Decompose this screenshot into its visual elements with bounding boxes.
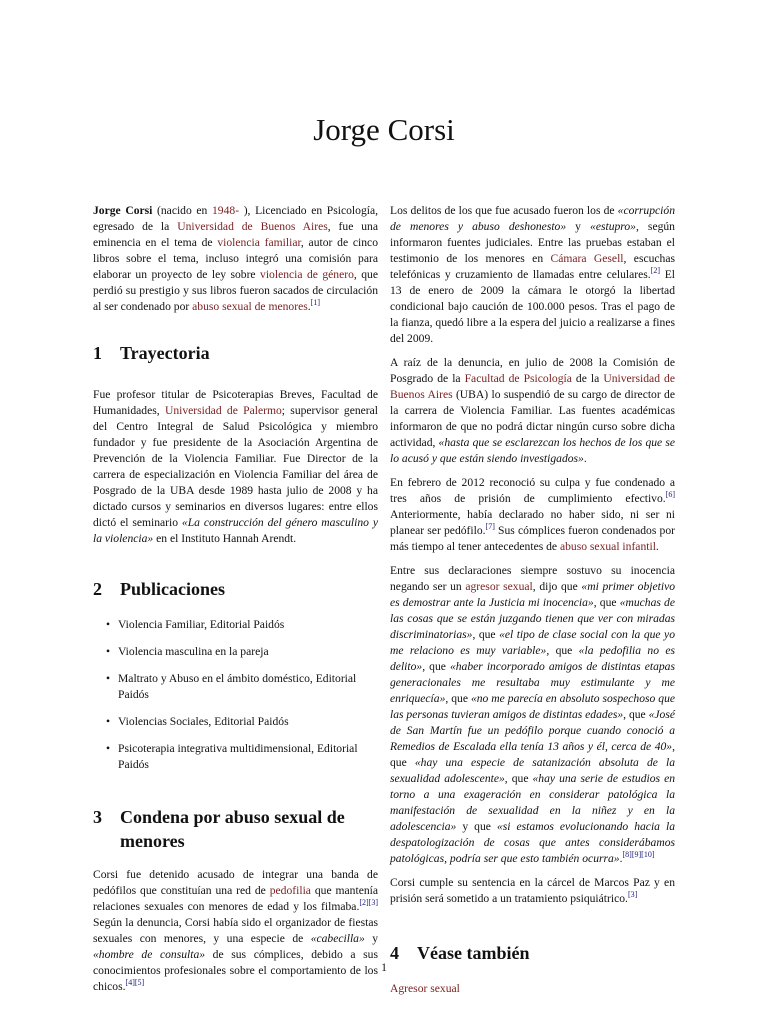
quote: «hay una serie de estudios en torno a una exageración en considerar patológica la manifestación de sexualidad en la niñez y en la adolescencia»: [390, 772, 676, 833]
reference-link[interactable]: [6]: [665, 490, 675, 500]
quote: «haber incorporado amigos de distintas etapas generacionales me resultaba muy estimulante y me enriquecía»: [390, 660, 675, 705]
text: que mantenía relaciones sexuales con menores de edad y los filmaba.: [93, 884, 379, 913]
section-number: 3: [93, 807, 102, 827]
text: de la: [571, 372, 604, 385]
text: , que: [390, 740, 675, 769]
text: Sus cómplices fueron condenados por más tiempo al tener antecedentes de: [390, 524, 675, 553]
quote: «la pedofilia no es delito»: [390, 644, 676, 673]
link-violencia-genero[interactable]: violencia de género: [260, 268, 354, 281]
link-uba[interactable]: Universidad de Buenos Aires: [390, 372, 675, 401]
reference-link[interactable]: [8][9][10]: [622, 850, 655, 860]
text: , que: [472, 628, 500, 641]
section-title: Publicaciones: [120, 579, 226, 599]
see-also-list: [390, 981, 675, 997]
quote: «cabecilla»: [310, 932, 365, 945]
right-column: [390, 203, 675, 1005]
text: de sus cómplices, debido a sus conocimientos profesionales sobre el comportamiento de los chicos.: [93, 948, 378, 993]
page-title: Jorge Corsi: [313, 112, 455, 147]
text: Corsi fue detenido acusado de integrar una banda de pedófilos que constituían una red de: [93, 868, 378, 897]
text: y: [566, 220, 591, 233]
reference-link[interactable]: [2]: [650, 266, 661, 276]
text: , que perdió su prestigio y sus libros fueron sacados de circulación al ser condenado por: [93, 268, 378, 313]
text: El 13 de enero de 2009 la cámara le otorgó la libertad condicional bajo caución de 100.000 pesos. Tras el pago de la fianza, quedó libre a la espera del juicio a realizarse a fines del 2009.: [390, 268, 675, 345]
left-column: [93, 203, 378, 1003]
text: , fue una eminencia en el tema de: [93, 220, 378, 249]
quote: «muchas de las cosas que se están juzgando tienen que ver con miradas discriminatorias»: [390, 596, 676, 641]
trayectoria-paragraph: [93, 387, 378, 547]
section-heading-publicaciones: [93, 577, 378, 601]
quote: «estupro»: [590, 220, 636, 233]
list-item: • Violencias Sociales, Editorial Paidós: [118, 714, 378, 730]
text: , que: [422, 660, 450, 673]
quote: «el tipo de clase social con la que yo me relaciono es muy variable»: [390, 628, 675, 657]
text: ; supervisor general del Centro Integral de Salud Psicológica y miembro fundador y fue presidente de la Asociación Argentina de Prevención de la Violencia Familiar. Fue Director de la carrera de especialización en Violencia Familiar del área de Posgrado de la UBA desde 1989 hasta julio de 2008 y ha dictado cursos y seminarios en diversos lugares: entre ellos dictó el seminario: [93, 404, 379, 529]
sentencia-paragraph: [390, 875, 675, 907]
page-number: 1: [381, 961, 387, 974]
link-violencia-familiar[interactable]: violencia familiar: [217, 236, 301, 249]
text: , dijo que: [532, 580, 582, 593]
seminar-title: «La construcción del género masculino y la violencia»: [93, 516, 378, 545]
list-item: • Maltrato y Abuso en el ámbito doméstico, Editorial Paidós: [118, 671, 378, 703]
text: y: [364, 932, 378, 945]
section-title: Condena por abuso sexual de menores: [120, 807, 345, 851]
text: y que: [456, 820, 497, 833]
section-number: 4: [390, 943, 399, 963]
text: (UBA) lo suspendió de su cargo de director de la carrera de Violencia Familiar. Las fuentes académicas informaron de que no podrá dictar ningún curso sobre dicha actividad,: [390, 388, 676, 449]
reference-link[interactable]: [4][5]: [125, 978, 145, 988]
text: .: [307, 300, 311, 313]
text: .: [619, 852, 623, 865]
section-title: Véase también: [417, 943, 530, 963]
section-heading-trayectoria: [93, 341, 378, 365]
text: .: [655, 540, 659, 553]
link-abuso-sexual-menores[interactable]: abuso sexual de menores: [192, 300, 308, 313]
declaraciones-paragraph: [390, 563, 675, 867]
uba-paragraph: [390, 355, 675, 467]
reference-link[interactable]: [3]: [627, 890, 638, 900]
text: En febrero de 2012 reconoció su culpa y fue condenado a tres años de prisión de cumplimiento efectivo.: [390, 476, 675, 505]
link-uba[interactable]: Universidad de Buenos Aires: [177, 220, 328, 233]
list-item: • Psicoterapia integrativa multidimensional, Editorial Paidós: [118, 741, 378, 773]
link-abuso-sexual-infantil[interactable]: abuso sexual infantil: [559, 540, 656, 553]
text: Los delitos de los que fue acusado fueron los de: [390, 204, 618, 217]
list-item: • Violencia Familiar, Editorial Paidós: [118, 617, 378, 633]
link-camara-gesell[interactable]: Cámara Gesell: [550, 252, 624, 265]
link-universidad-palermo[interactable]: Universidad de Palermo: [164, 404, 282, 417]
text: Fue profesor titular de Psicoterapias Breves, Facultad de Humanidades,: [93, 388, 378, 417]
quote: «si estamos evolucionando hacia la despatologización de cosas que antes considerábamos patológicas, podría ser que esto también ocurra»: [390, 820, 676, 865]
link-facultad-psicologia[interactable]: Facultad de Psicología: [464, 372, 572, 385]
quote: «hasta que se esclarezcan los hechos de los que se lo acusó y que están siendo investigados»: [390, 436, 675, 465]
text: , que: [504, 772, 533, 785]
delitos-paragraph: [390, 203, 675, 347]
link-1948[interactable]: 1948-: [212, 204, 240, 217]
text: , que: [623, 708, 649, 721]
text: Según la denuncia, Corsi había sido el organizador de fiestas sexuales con menores, y una especie de: [93, 916, 378, 945]
text: Corsi cumple su sentencia en la cárcel de Marcos Paz y en prisión será sometido a un tratamiento psiquiátrico.: [390, 876, 675, 905]
text: , que: [593, 596, 620, 609]
condena-paragraph: [93, 867, 378, 995]
text: en el Instituto Hannah Arendt.: [153, 532, 297, 545]
text: , que: [445, 692, 471, 705]
text: .: [583, 452, 587, 465]
text: ), Licenciado en Psicología, egresado de la: [93, 204, 379, 233]
text: , que: [546, 644, 579, 657]
quote: «hombre de consulta»: [93, 948, 206, 961]
section-number: 1: [93, 343, 102, 363]
link-pedofilia[interactable]: pedofilia: [269, 884, 311, 897]
text: Entre sus declaraciones siempre sostuvo su inocencia negando ser un: [390, 564, 675, 593]
subject-name: Jorge Corsi: [93, 204, 153, 217]
section-heading-condena: [93, 805, 378, 853]
quote: «hay una especie de satanización absoluta de la sexualidad adolescente»: [390, 756, 675, 785]
text: , escuchas telefónicas y cruzamiento de llamadas entre celulares.: [390, 252, 675, 281]
condena-2012-paragraph: [390, 475, 675, 555]
quote: «no me parecía en absoluto sospechoso que las personas tuvieran amigos de distintas edades»: [390, 692, 676, 721]
section-number: 2: [93, 579, 102, 599]
list-item: • Violencia masculina en la pareja: [118, 644, 378, 660]
text: , según informaron fuentes judiciales. Entre las pruebas estaban el testimonio de los menores en: [390, 220, 675, 265]
text: A raíz de la denuncia, en julio de 2008 la Comisión de Posgrado de la: [390, 356, 675, 385]
reference-link[interactable]: [1]: [310, 298, 320, 308]
link-agresor-sexual-see-also[interactable]: Agresor sexual: [390, 982, 460, 995]
quote: «corrupción de menores y abuso deshonesto»: [390, 204, 675, 233]
intro-paragraph: [93, 203, 378, 315]
link-agresor-sexual[interactable]: agresor sexual: [465, 580, 533, 593]
text: Anteriormente, había declarado no haber sido, ni ser ni planear ser pedófilo.: [390, 508, 675, 537]
section-title: Trayectoria: [120, 343, 210, 363]
quote: «mi primer objetivo es demostrar ante la Justicia mi inocencia»: [390, 580, 676, 609]
publications-list: [93, 617, 378, 773]
text: , autor de cinco libros sobre el tema, incluso integró una comisión para elaborar un proyecto de ley sobre: [93, 236, 379, 281]
reference-link[interactable]: [7]: [485, 522, 495, 532]
reference-link[interactable]: [2][3]: [359, 898, 378, 908]
text: (nacido en: [152, 204, 212, 217]
quote: «José de San Martín fue un pedófilo porque cuando conoció a Remedios de Escalada ella tenía 13 años y él, cerca de 40»: [390, 708, 675, 753]
